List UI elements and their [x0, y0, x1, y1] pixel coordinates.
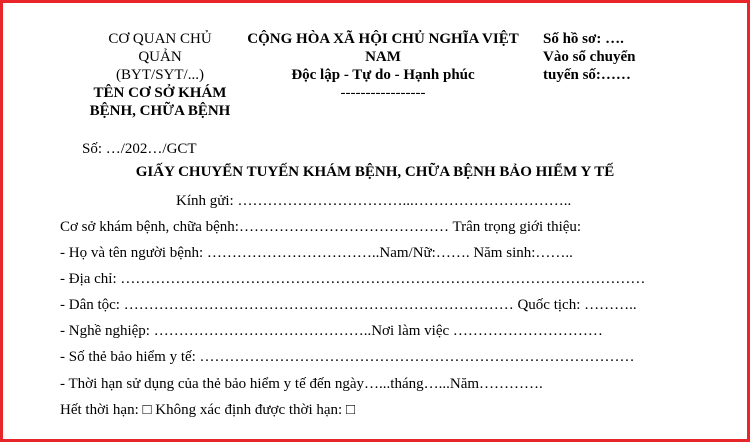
document-title: GIẤY CHUYỂN TUYẾN KHÁM BỆNH, CHỮA BỆNH BẢO HIỂM Y TẾ [135, 164, 615, 180]
line-ho-ten: - Họ và tên người bệnh: ……………………………..Nam/Nữ:……. Năm sinh:…….. [60, 245, 573, 261]
motto-rule: ----------------- [340, 85, 426, 101]
record-block [543, 30, 733, 84]
national-header [228, 30, 538, 102]
agency-line-3: (BYT/SYT/...) [116, 67, 204, 83]
document-number: Số: …/202…/GCT [82, 141, 197, 157]
line-kinh-gui: Kính gửi: ……………………………...………………………….. [176, 193, 572, 209]
line-dan-toc: - Dân tộc: …………………………………………………………………… Quốc tịch: ……….. [60, 297, 637, 313]
record-line-3: tuyến số:…… [543, 67, 631, 83]
line-dia-chi: - Địa chỉ: …………………………………………………………………………………………… [60, 271, 646, 287]
record-line-1: Số hồ sơ: …. [543, 31, 624, 47]
record-line-2: Vào sổ chuyển [543, 49, 636, 65]
agency-line-2: QUẢN [138, 49, 182, 65]
line-co-so: Cơ sở khám bệnh, chữa bệnh:…………………………………… Trân trọng giới thiệu: [60, 219, 582, 235]
agency-line-1: CƠ QUAN CHỦ [108, 31, 212, 47]
line-so-the: - Số thẻ bảo hiểm y tế: …………………………………………………………………………… [60, 349, 635, 365]
line-thoi-han: - Thời hạn sử dụng của thẻ bảo hiểm y tế đến ngày…...tháng…...Năm…………. [60, 376, 543, 392]
nation-line-2: NAM [365, 49, 401, 65]
line-nghe-nghiep: - Nghề nghiệp: ……………………………………..Nơi làm việc ………………………… [60, 323, 603, 339]
nation-line-1: CỘNG HÒA XÃ HỘI CHỦ NGHĨA VIỆT [247, 31, 519, 47]
facility-line-2: BỆNH, CHỮA BỆNH [89, 103, 231, 119]
line-het-han: Hết thời hạn: □ Không xác định được thời hạn: □ [60, 402, 355, 418]
motto: Độc lập - Tự do - Hạnh phúc [291, 67, 475, 83]
facility-line-1: TÊN CƠ SỞ KHÁM [93, 85, 227, 101]
